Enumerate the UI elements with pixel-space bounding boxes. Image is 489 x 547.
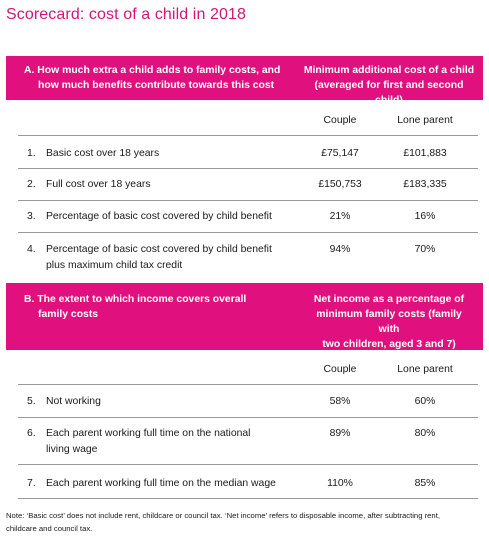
divider — [18, 135, 478, 136]
row-lone-value: 60% — [414, 396, 436, 407]
section-b-header — [6, 283, 483, 350]
row-number: 7. — [27, 478, 36, 489]
row-couple-value: 21% — [329, 211, 351, 222]
row-lone-value: 80% — [414, 428, 436, 439]
section-b-heading — [24, 292, 246, 322]
section-b-heading-line2: family costs — [38, 309, 99, 320]
section-b-col-couple: Couple — [323, 364, 357, 375]
row-lone-value: 70% — [414, 244, 436, 255]
footnote-line2: childcare and council tax. — [6, 524, 93, 533]
row-lone-value: £183,335 — [403, 179, 447, 190]
section-a-col-lone: Lone parent — [397, 115, 453, 126]
footnote-line1: Note: ‘Basic cost’ does not include rent, childcare or council tax. ‘Net income’ refers to disposable income, after subtracting rent, — [6, 511, 440, 520]
row-label: Basic cost over 18 years — [46, 148, 160, 159]
row-lone-value: 16% — [414, 211, 436, 222]
row-label: Percentage of basic cost covered by child benefit — [46, 211, 272, 222]
section-b-column-heading — [306, 292, 472, 352]
section-a-column-heading — [302, 63, 476, 108]
section-b-column-heading-line3: two children, aged 3 and 7) — [322, 339, 456, 350]
row-label-continued: living wage — [46, 444, 98, 455]
row-label: Each parent working full time on the national — [46, 428, 251, 439]
row-lone-value: 85% — [414, 478, 436, 489]
footnote — [6, 509, 484, 535]
row-label: Percentage of basic cost covered by child benefit — [46, 244, 272, 255]
divider — [18, 232, 478, 233]
section-b-heading-line1: B. The extent to which income covers overall — [24, 294, 247, 305]
row-number: 3. — [27, 211, 36, 222]
row-couple-value: 110% — [327, 478, 353, 489]
section-b-col-lone: Lone parent — [397, 364, 453, 375]
row-number: 5. — [27, 396, 36, 407]
row-couple-value: 89% — [329, 428, 351, 439]
section-b-column-heading-line1: Net income as a percentage of — [313, 294, 465, 305]
section-a-heading-line2: how much benefits contribute towards this cost — [38, 80, 275, 91]
row-couple-value: 58% — [329, 396, 351, 407]
section-a-heading-line1: A. How much extra a child adds to family costs, and — [24, 65, 281, 76]
row-label-continued: plus maximum child tax credit — [46, 260, 183, 271]
section-a-column-heading-line1: Minimum additional cost of a child — [303, 65, 475, 76]
divider — [18, 498, 478, 499]
row-couple-value: £75,147 — [321, 148, 359, 159]
section-a-header — [6, 56, 483, 106]
section-b-column-heading-line2: minimum family costs (family with — [316, 309, 462, 335]
row-couple-value: 94% — [329, 244, 351, 255]
row-lone-value: £101,883 — [403, 148, 447, 159]
row-number: 4. — [27, 244, 36, 255]
divider — [18, 200, 478, 201]
row-number: 6. — [27, 428, 36, 439]
row-label: Each parent working full time on the median wage — [46, 478, 276, 489]
section-a-heading — [24, 63, 280, 93]
divider — [18, 464, 478, 465]
section-a-col-couple: Couple — [323, 115, 357, 126]
section-a-column-heading-line2: (averaged for first and second child) — [314, 80, 464, 106]
divider — [18, 384, 478, 385]
row-label: Not working — [46, 396, 101, 407]
row-number: 1. — [27, 148, 36, 159]
divider — [18, 417, 478, 418]
page-title: Scorecard: cost of a child in 2018 — [6, 6, 246, 23]
row-number: 2. — [27, 179, 36, 190]
divider — [18, 168, 478, 169]
row-label: Full cost over 18 years — [46, 179, 151, 190]
row-couple-value: £150,753 — [318, 179, 362, 190]
